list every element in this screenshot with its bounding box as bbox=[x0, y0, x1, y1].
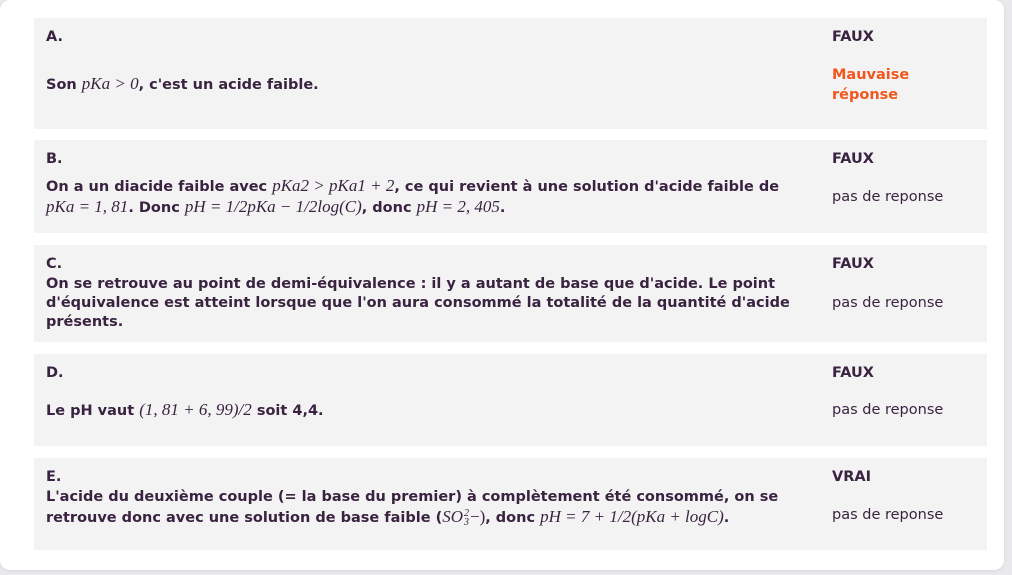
result-label: Mauvaise réponse bbox=[832, 67, 910, 103]
verdict-label: FAUX bbox=[832, 29, 874, 45]
question-card-e bbox=[34, 458, 987, 550]
math-expression: pKa = 1, 81 bbox=[46, 197, 129, 216]
question-letter: B. bbox=[46, 151, 63, 167]
question-statement: Son pKa > 0, c'est un acide faible. bbox=[46, 74, 319, 93]
question-letter: D. bbox=[46, 365, 64, 381]
question-card-b bbox=[34, 140, 987, 233]
result-label: pas de reponse bbox=[832, 507, 944, 523]
result-label: pas de reponse bbox=[832, 402, 944, 418]
math-expression: pKa > 0 bbox=[81, 74, 139, 93]
verdict-label: FAUX bbox=[832, 151, 874, 167]
math-expression: pH = 7 + 1/2(pKa + logC) bbox=[540, 507, 724, 526]
question-statement: On se retrouve au point de demi-équivalence : il y a autant de base que d'acide. Le point d'équivalence est atteint lorsque que l'on aura consommé la totalité de la quantité d'acide présents. bbox=[46, 276, 790, 330]
math-expression: pH = 2, 405 bbox=[416, 197, 500, 216]
question-card-c bbox=[34, 245, 987, 342]
question-letter: C. bbox=[46, 256, 63, 272]
math-expression: (1, 81 + 6, 99)/2 bbox=[139, 400, 252, 419]
math-expression: pH = 1/2pKa − 1/2log(C) bbox=[184, 197, 362, 216]
question-statement: On a un diacide faible avec pKa2 > pKa1 + 2, ce qui revient à une solution d'acide faible de pKa = 1, 81. Donc pH = 1/2pKa − 1/2log(C), donc pH = 2, 405. bbox=[46, 176, 780, 216]
verdict-label: FAUX bbox=[832, 365, 874, 381]
math-expression: pKa2 > pKa1 + 2 bbox=[272, 176, 395, 195]
question-card-a bbox=[34, 18, 987, 129]
math-expression: SO 2 3 −) bbox=[442, 507, 486, 529]
question-letter: A. bbox=[46, 29, 63, 45]
result-label: pas de reponse bbox=[832, 189, 944, 205]
question-statement: Le pH vaut (1, 81 + 6, 99)/2 soit 4,4. bbox=[46, 400, 324, 419]
verdict-label: FAUX bbox=[832, 256, 874, 272]
question-statement: L'acide du deuxième couple (= la base du premier) à complètement été consommé, on se retrouve donc avec une solution de base faible (SO 2 3 −), donc pH = 7 + 1/2(pKa + logC). bbox=[46, 489, 779, 529]
question-letter: E. bbox=[46, 469, 62, 485]
verdict-label: VRAI bbox=[832, 469, 872, 485]
question-card-d bbox=[34, 354, 987, 446]
result-label: pas de reponse bbox=[832, 295, 944, 311]
